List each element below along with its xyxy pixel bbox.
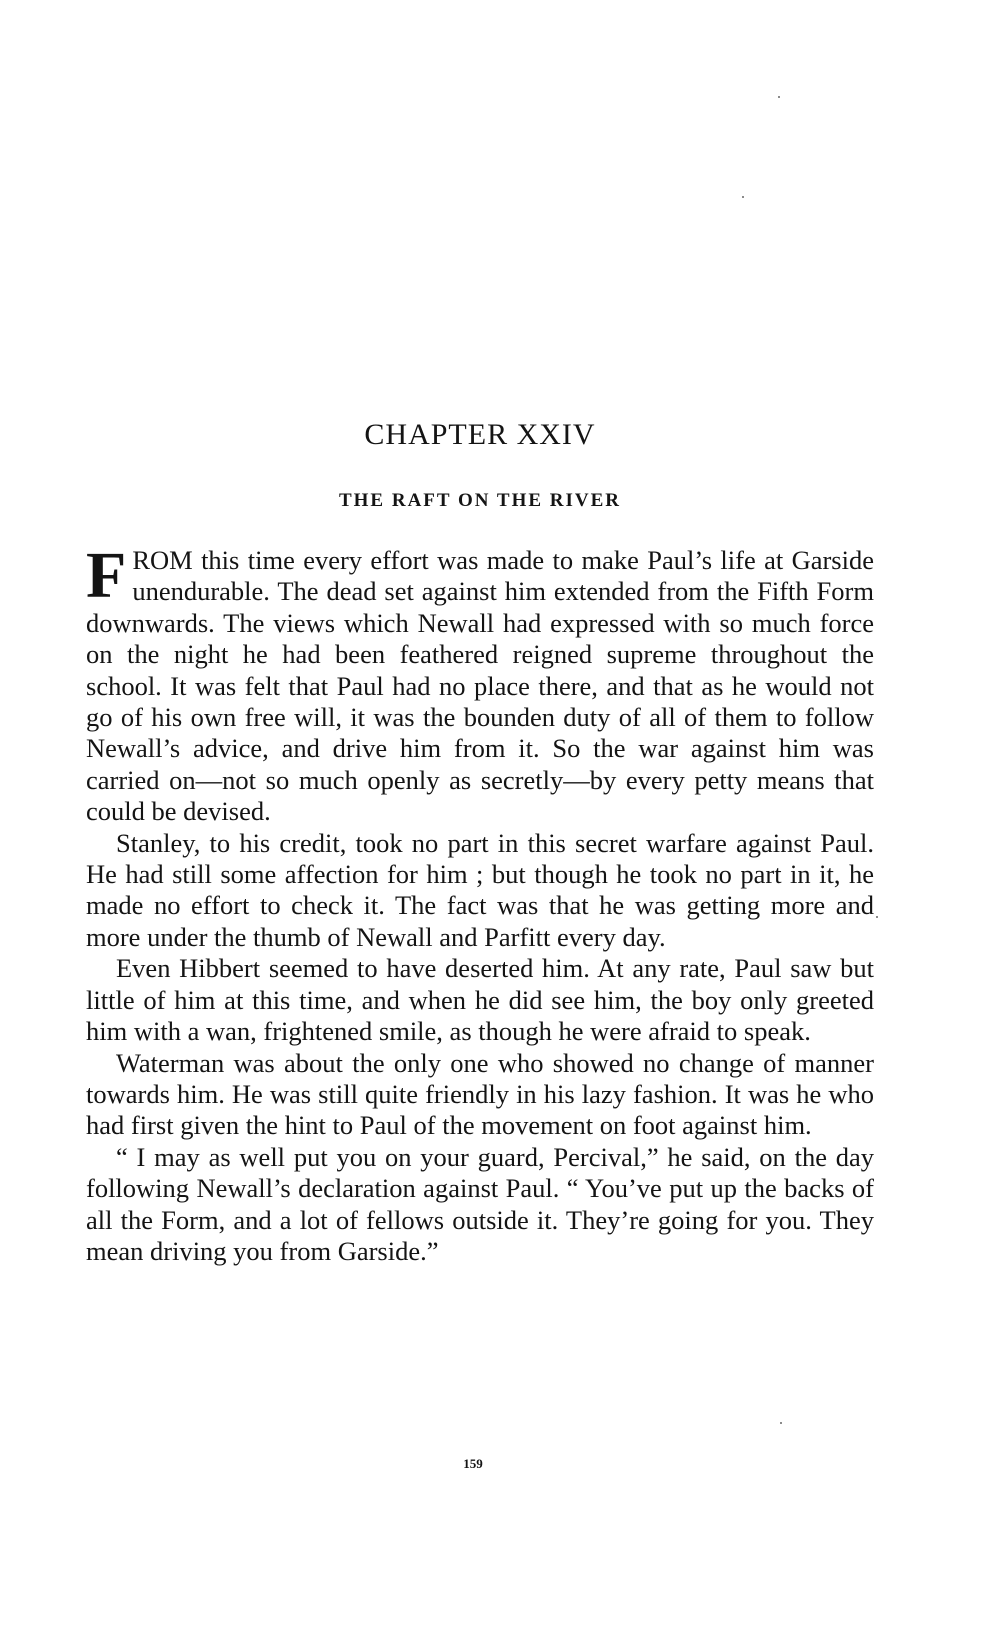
page-number: 159 xyxy=(463,1456,483,1471)
chapter-body xyxy=(86,539,874,1267)
paragraph: Even Hibbert seemed to have deserted him. At any rate, Paul saw but little of him at this time, and when he did see him, the boy only greeted him with a wan, frightened smile, as though he were afraid to speak. xyxy=(86,953,874,1047)
drop-cap: F xyxy=(86,539,127,612)
paper-speck xyxy=(778,96,780,98)
paragraph xyxy=(86,539,874,828)
paper-speck xyxy=(742,196,744,198)
paragraph: “ I may as well put you on your guard, Percival,” he said, on the day following Newall’s declaration against Paul. “ You’ve put up the backs of all the Form, and a lot of fellows outside it. They’re going for you. They mean driving you from Garside.” xyxy=(86,1141,874,1266)
chapter-title: CHAPTER XXIV xyxy=(364,418,596,451)
paragraph: Stanley, to his credit, took no part in this secret warfare against Paul. He had still some affection for him ; but though he took no part in it, he made no effort to check it. The fact was that he was getting more and more under the thumb of Newall and Parfitt every day. xyxy=(86,827,874,952)
paper-speck xyxy=(876,916,878,918)
paragraph: Waterman was about the only one who showed no change of manner towards him. He was still quite friendly in his lazy fashion. It was he who had first given the hint to Paul of the movement on foot against him. xyxy=(86,1047,874,1141)
paper-speck xyxy=(780,1422,782,1424)
chapter-subtitle: THE RAFT ON THE RIVER xyxy=(338,490,621,511)
paragraph-text: ROM this time every effort was made to make Paul’s life at Garside unendurable. The dead set against him extended from the Fifth Form downwards. The views which Newall had expressed with so much force on the night he had been feathered reigned supreme throughout the school. It was felt that Paul had no place there, and that as he would not go of his own free will, it was the bounden duty of all of them to follow Newall’s advice, and drive him from it. So the war against him was carried on—not so much openly as secretly—by every petty means that could be devised. xyxy=(86,545,874,827)
